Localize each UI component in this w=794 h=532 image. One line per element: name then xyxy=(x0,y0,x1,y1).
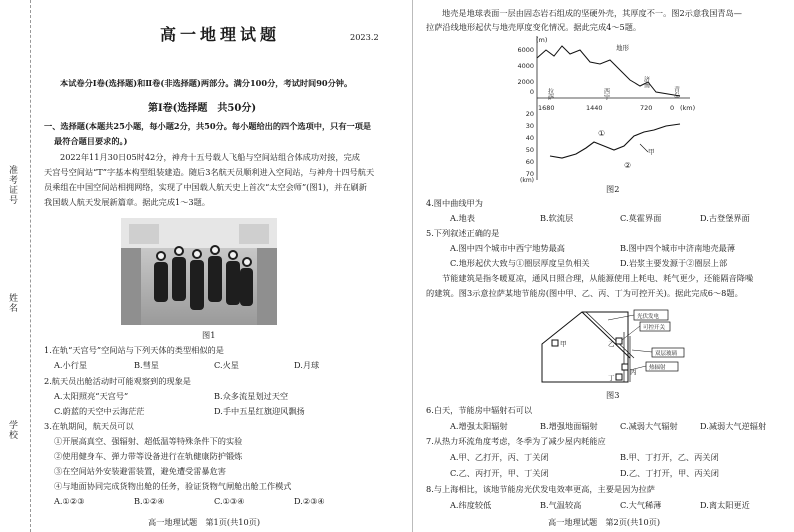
city-lhasa: 拉萨 xyxy=(546,88,554,100)
binding-line xyxy=(30,0,31,532)
curve-jia-label: 甲 xyxy=(648,148,655,156)
switch-label: 可控开关 xyxy=(643,325,666,331)
question-5: 5.下列叙述正确的是 xyxy=(426,228,500,238)
option-b[interactable]: B.众多流星划过天空 xyxy=(214,391,289,401)
y-tick-2: 70 xyxy=(525,170,534,178)
option-c[interactable]: C.①③④ xyxy=(214,496,245,506)
option-b[interactable]: B.气温较高 xyxy=(540,500,582,510)
page-footer: 高一地理试题 第2页(共10页) xyxy=(548,517,661,527)
city-jinan: 济南 xyxy=(642,76,650,88)
y-tick-2: 50 xyxy=(525,146,534,154)
option-a[interactable]: A.太阳照亮“天宫号” xyxy=(54,391,129,401)
instructions-line2: 最符合题目要求的。) xyxy=(54,136,128,146)
option-b[interactable]: B.彗星 xyxy=(134,360,159,370)
option-c[interactable]: C.地形起伏大致与①圈层厚度呈负相关 xyxy=(450,258,590,268)
option-d[interactable]: D.手中五星红旗迎风飘扬 xyxy=(214,406,305,416)
name-label: 姓名 xyxy=(7,293,17,313)
question-7: 7.从热力环流角度考虑，冬季为了减少屋内耗能应 xyxy=(426,436,606,446)
figure2-caption: 图2 xyxy=(606,184,620,194)
y-tick-2: 40 xyxy=(525,134,534,142)
page-title: 高一地理试题 xyxy=(160,25,281,44)
option-d[interactable]: D.古登堡界面 xyxy=(700,213,750,223)
option-b[interactable]: B.图中四个城市中济南地壳最薄 xyxy=(620,243,736,253)
figure3-house-diagram xyxy=(538,304,696,386)
passage-line: 我国载人航天发展新篇章。据此完成1～3题。 xyxy=(44,197,210,207)
option-a[interactable]: A.图中四个城市中西宁地势最高 xyxy=(450,243,565,253)
statement-2: ②使用健身车、弹力带等设备进行在轨健康防护锻炼 xyxy=(54,451,243,461)
city-xining: 西宁 xyxy=(602,88,610,100)
switch-ding: 丁 xyxy=(608,374,615,382)
question-4: 4.图中曲线甲为 xyxy=(426,198,483,208)
city-qingdao: 青岛 xyxy=(672,86,680,98)
passage-line: 的建筑。图3示意拉萨某地节能房(图中甲、乙、丙、丁为可控开关)。据此完成6～8题。 xyxy=(426,288,743,298)
figure1-caption: 图1 xyxy=(202,330,216,340)
pv-label: 光伏发电 xyxy=(637,314,660,320)
option-c[interactable]: C.乙、丙打开，甲、丁关闭 xyxy=(450,468,549,478)
option-c[interactable]: C.大气稀薄 xyxy=(620,500,662,510)
option-a[interactable]: A.①②③ xyxy=(54,496,85,506)
exam-number-label: 准考证号 xyxy=(7,165,17,205)
option-c[interactable]: C.蔚蓝的天空中云海茫茫 xyxy=(54,406,145,416)
y-tick: 6000 xyxy=(517,46,534,54)
question-2: 2.航天员出舱活动时可能观察到的现象是 xyxy=(44,376,191,386)
instructions-line1: 一、选择题(本题共25小题，每小题2分，共50分。每小题给出的四个选项中，只有一项是 xyxy=(44,121,372,131)
option-b[interactable]: B.①②④ xyxy=(134,496,165,506)
option-d[interactable]: D.岩浆主要发源于②圈层上部 xyxy=(620,258,728,268)
option-b[interactable]: B.甲、丁打开，乙、丙关闭 xyxy=(620,452,719,462)
y-tick: 2000 xyxy=(517,78,534,86)
question-3: 3.在轨期间，航天员可以 xyxy=(44,421,134,431)
school-label: 学校 xyxy=(7,420,17,440)
x-tick: 720 xyxy=(640,104,653,112)
section-heading: 第Ⅰ卷(选择题 共50分) xyxy=(148,103,257,114)
y-tick: 0 xyxy=(529,88,534,96)
option-d[interactable]: D.月球 xyxy=(294,360,320,370)
page-divider xyxy=(412,0,413,532)
page-footer: 高一地理试题 第1页(共10页) xyxy=(148,517,261,527)
figure3-caption: 图3 xyxy=(606,390,620,400)
option-b[interactable]: B.软流层 xyxy=(540,213,574,223)
option-d[interactable]: D.②③④ xyxy=(294,496,325,506)
layer-2-label: ② xyxy=(624,161,632,170)
passage-line: 天宫号空间站“T”字基本构型组装建造。随后3名航天员顺利进入空间站，与神舟十四号航天 xyxy=(44,167,375,177)
option-d[interactable]: D.乙、丁打开，甲、丙关闭 xyxy=(620,468,719,478)
question-8: 8.与上海相比，该地节能房光伏发电效率更高，主要是因为拉萨 xyxy=(426,484,655,494)
glass-label: 双层玻璃 xyxy=(655,351,678,357)
option-a[interactable]: A.纬度较低 xyxy=(450,500,492,510)
astronauts-illustration xyxy=(121,218,277,325)
x-tick: 0 xyxy=(670,104,675,112)
option-a[interactable]: A.增强太阳辐射 xyxy=(450,421,508,431)
switch-yi: 乙 xyxy=(608,340,615,348)
layer-1-label: ① xyxy=(598,129,606,138)
option-a[interactable]: A.地表 xyxy=(450,213,475,223)
statement-4: ④与地面协同完成货物出舱的任务，验证货物气闸舱出舱工作模式 xyxy=(54,481,292,491)
y-tick: 4000 xyxy=(517,62,534,70)
statement-3: ③在空间站外安装避雷装置，避免遭受雷暴危害 xyxy=(54,466,226,476)
question-6: 6.白天，节能房中辐射石可以 xyxy=(426,405,533,415)
option-b[interactable]: B.增强地面辐射 xyxy=(540,421,598,431)
radiation-label: 热辐射 xyxy=(649,365,666,371)
y-tick-2: 60 xyxy=(525,158,534,166)
y-tick-2: 20 xyxy=(525,110,534,118)
x-tick: 1440 xyxy=(586,104,603,112)
option-d[interactable]: D.减弱大气逆辐射 xyxy=(700,421,767,431)
option-a[interactable]: A.小行星 xyxy=(54,360,88,370)
passage-line: 员乘组在中国空间站相拥网络，实现了中国载人航天史上首次“太空会师”(图1)，并在刷新 xyxy=(44,182,367,192)
statement-1: ①开展高真空、强辐射、超低温等特殊条件下的实验 xyxy=(54,436,243,446)
y-tick-2: 30 xyxy=(525,122,534,130)
y-axis-unit-2: (km) xyxy=(520,177,535,184)
option-a[interactable]: A.甲、乙打开，丙、丁关闭 xyxy=(450,452,549,462)
figure2-diagram xyxy=(517,36,720,184)
terrain-label: 地形 xyxy=(616,44,629,52)
figure1-photo xyxy=(121,218,277,325)
option-c[interactable]: C.减弱大气辐射 xyxy=(620,421,678,431)
option-c[interactable]: C.莫霍界面 xyxy=(620,213,662,223)
switch-bing: 丙 xyxy=(630,368,637,376)
y-axis-unit: (m) xyxy=(536,36,548,44)
exam-date: 2023.2 xyxy=(350,32,379,42)
switch-jia: 甲 xyxy=(560,340,567,348)
x-tick: 1680 xyxy=(538,104,555,112)
passage-line: 地壳是地球表面一层由固态岩石组成的坚硬外壳，其厚度不一。图2示意我国青岛— xyxy=(442,8,742,18)
option-c[interactable]: C.火星 xyxy=(214,360,239,370)
x-axis-unit: (km) xyxy=(680,104,696,112)
passage-line: 拉萨沿线地形起伏与地壳厚度变化情况。据此完成4～5题。 xyxy=(426,22,642,32)
question-1: 1.在轨“天宫号”空间站与下列天体的类型相似的是 xyxy=(44,345,224,355)
intro-text: 本试卷分Ⅰ卷(选择题)和Ⅱ卷(非选择题)两部分。满分100分，考试时间90分钟。 xyxy=(60,78,353,88)
passage-line: 2022年11月30日05时42分，神舟十五号载人飞船与空间站组合体成功对接，完成 xyxy=(60,152,360,162)
option-d[interactable]: D.离太阳更近 xyxy=(700,500,750,510)
passage-line: 节能建筑是指冬暖夏凉，通风日照合理，从能源使用上耗电、耗气更少，还能隔音降噪 xyxy=(442,273,754,283)
